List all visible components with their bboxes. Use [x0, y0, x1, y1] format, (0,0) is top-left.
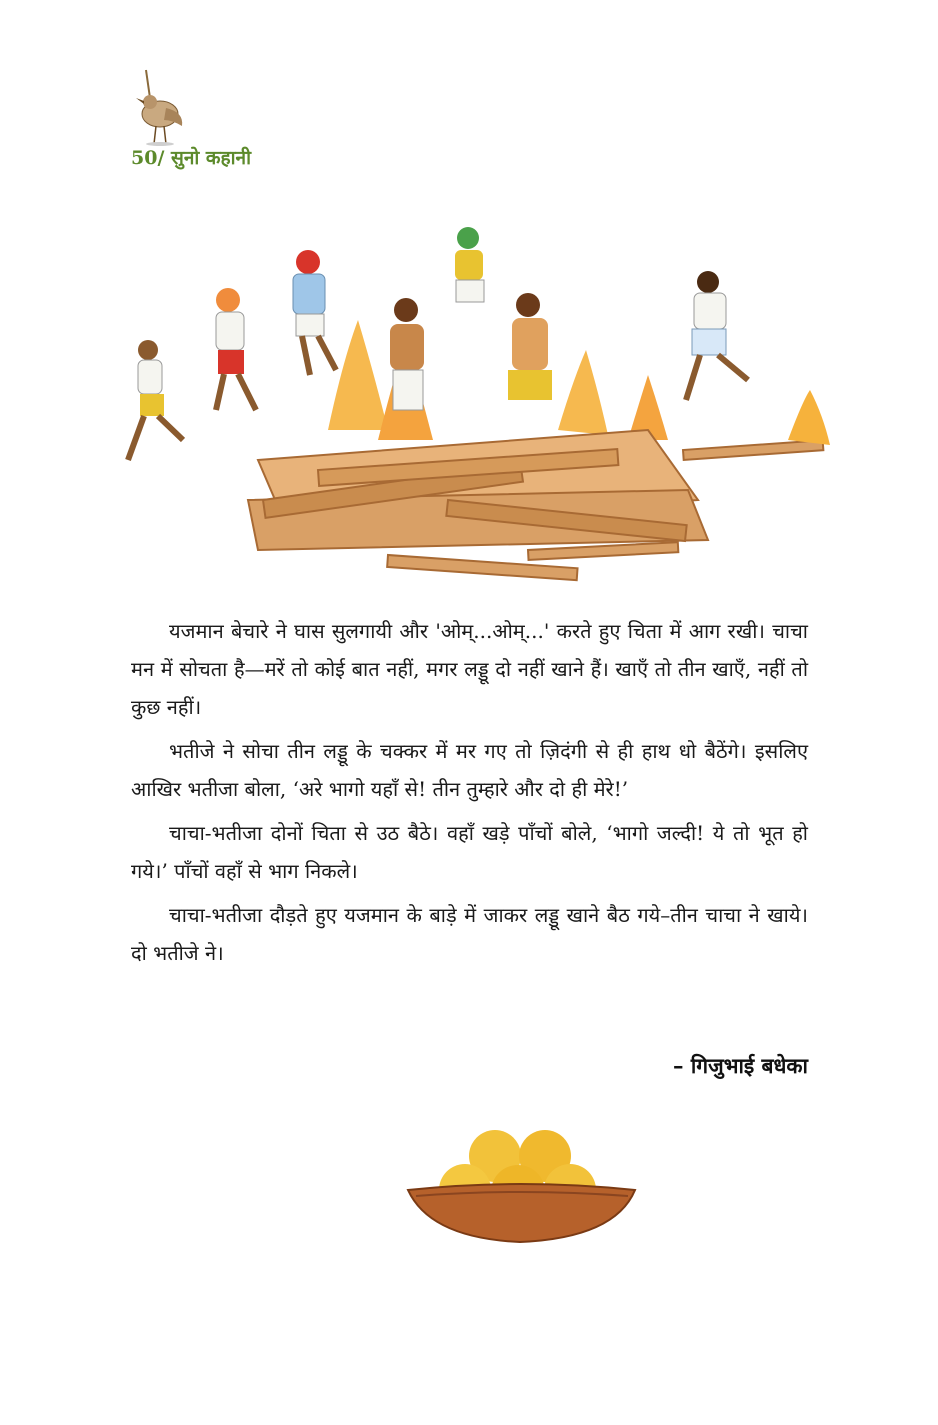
bird-illustration: [126, 68, 188, 146]
pyre-illustration: [88, 200, 850, 600]
torch-flame: [788, 390, 830, 445]
page-header: 50/ सुनो कहानी: [131, 147, 251, 169]
story-paragraph: भतीजे ने सोचा तीन लड्डू के चक्कर में मर गए तो ज़िदंगी से ही हाथ धो बैठेंगे। इसलिए आखिर भतीजा बोला, ‘अरे भागो यहाँ से! तीन तुम्हारे और दो ही मेरे!’: [131, 739, 808, 801]
story-paragraph: चाचा-भतीजा दौड़ते हुए यजमान के बाड़े में जाकर लड्डू खाने बैठ गये–तीन चाचा ने खाये। दो भतीजे ने।: [131, 903, 808, 965]
story-paragraph: यजमान बेचारे ने घास सुलगायी और 'ओम्...ओम्...' करते हुए चिता में आग रखी। चाचा मन में सोचता है—मरें तो कोई बात नहीं, मगर लड्डू दो नहीं खाने हैं। खाएँ तो तीन खाएँ, नहीं तो कुछ नहीं।: [131, 619, 808, 719]
author-credit: – गिजुभाई बधेका: [673, 1053, 808, 1078]
fire-flames: [328, 320, 668, 440]
pyre-logs: [248, 430, 823, 580]
laddoo-bowl-illustration: [400, 1108, 640, 1248]
story-paragraph: चाचा-भतीजा दोनों चिता से उठ बैठे। वहाँ खड़े पाँचों बोले, ‘भागो जल्दी! ये तो भूत हो गये।’ पाँचों वहाँ से भाग निकले।: [131, 821, 808, 883]
story-text: [131, 612, 808, 978]
